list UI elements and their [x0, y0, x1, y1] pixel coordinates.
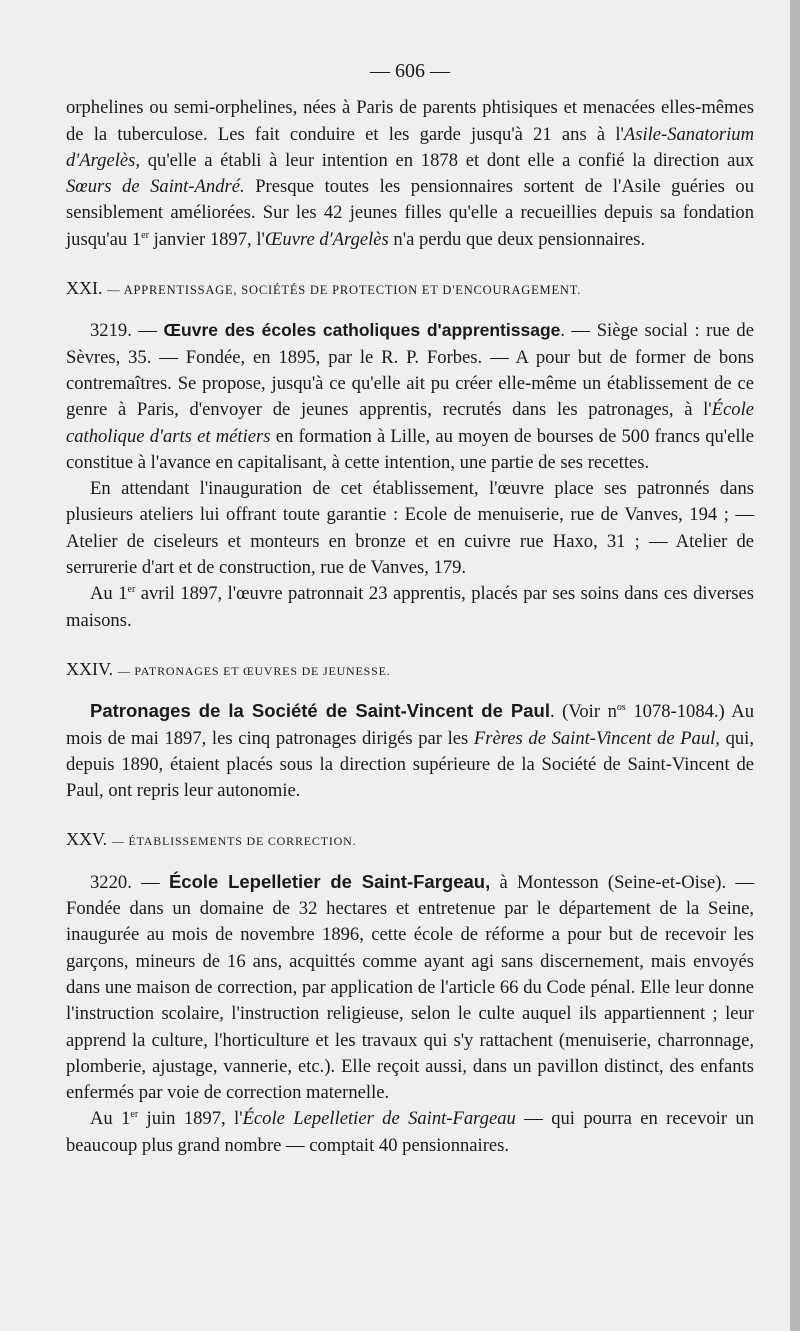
- italic-run: École Lepelletier de Saint-Fargeau: [242, 1108, 516, 1130]
- section-heading-xxv: [66, 826, 754, 854]
- entry-3219-paragraph-3: [66, 581, 754, 634]
- italic-run: École catholique d'arts et métiers: [66, 399, 754, 447]
- section-heading-xxi: [66, 275, 754, 303]
- section-label: — PATRONAGES ET ŒUVRES DE JEUNESSE.: [117, 663, 391, 678]
- superscript: os: [616, 702, 626, 714]
- text-run: . (Voir n: [549, 701, 617, 723]
- text-run: Presque toutes les pensionnaires sortent de l'Asile guéries ou sensiblement améliorées. Sur les 42 jeunes filles qu'elle a recueillies depuis sa fondation jusqu'au 1: [66, 176, 755, 250]
- entry-patronages-paragraph: [66, 698, 754, 804]
- page-text: [66, 58, 754, 1159]
- entry-3220-paragraph: [66, 869, 754, 1107]
- text-run: qu'elle a établi à leur intention en 1878 et dont elle a confié la direction aux: [140, 149, 754, 171]
- text-run: . — Siège social : rue de Sèvres, 35. — Fondée, en 1895, par le R. P. Forbes. — A pour but de former de bons contremaîtres. Se propose, jusqu'à ce qu'elle ait pu créer elle-même un établissement de ce genre à Paris, d'envoyer de jeunes apprentis, recrutés dans les patronages, à l': [66, 320, 754, 421]
- text-run: juin 1897, l': [138, 1108, 243, 1130]
- text-run: Au 1: [90, 1108, 131, 1130]
- superscript: er: [127, 584, 136, 596]
- text-run: Au 1: [90, 583, 128, 605]
- section-label: — ÉTABLISSEMENTS DE CORRECTION.: [111, 834, 357, 849]
- text-run: — qui pourra en recevoir un beaucoup plus grand nombre — comptait 40 pensionnaires.: [66, 1108, 754, 1156]
- entry-3219-paragraph: [66, 317, 754, 476]
- text-run: n'a perdu que deux pensionnaires.: [388, 228, 646, 250]
- text-run: en formation à Lille, au moyen de bourses de 500 francs qu'elle constitue à l'avance en capitalisant, à cette intention, une partie de ses recettes.: [66, 425, 754, 473]
- superscript: er: [141, 229, 149, 241]
- text-run: orphelines ou semi-orphelines, nées à Paris de parents phtisiques et menacées elles-mêmes de la tuberculose. Les fait conduire et les garde jusqu'à 21 ans à l': [66, 97, 754, 145]
- entry-number: 3219. —: [90, 320, 164, 342]
- entry-title: École Lepelletier de Saint-Fargeau,: [168, 870, 491, 892]
- entry-3220-paragraph-2: [66, 1106, 754, 1159]
- entry-3219-paragraph-2: En attendant l'inauguration de cet établissement, l'œuvre place ses patronnés dans plusieurs ateliers lui offrant toute garantie : Ecole de menuiserie, rue de Vanves, 194 ; — Atelier de ciseleurs et monteurs en bronze et en cuivre rue Haxo, 31 ; — Atelier de serrurerie d'art et de construction, rue de Vanves, 179.: [66, 478, 754, 579]
- entry-number: 3220. —: [90, 871, 169, 893]
- section-numeral: XXV.: [66, 829, 108, 850]
- italic-run: Asile-Sanatorium d'Argelès,: [66, 123, 754, 171]
- italic-run: Sœurs de Saint-André.: [66, 176, 245, 198]
- italic-run: Œuvre d'Argelès: [264, 228, 389, 250]
- section-label: — APPRENTISSAGE, SOCIÉTÉS DE PROTECTION ET D'ENCOURAGEMENT.: [107, 283, 582, 298]
- italic-run: Frères de Saint-Vincent de Paul,: [473, 727, 720, 749]
- page-edge-shadow: [790, 0, 800, 1331]
- entry-title: Œuvre des écoles catholiques d'apprentissage: [163, 320, 561, 341]
- intro-paragraph: [66, 95, 754, 253]
- section-numeral: XXIV.: [66, 658, 114, 679]
- text-run: qui, depuis 1890, étaient placés sous la direction supérieure de la Société de Saint-Vincent de Paul, ont repris leur autonomie.: [66, 727, 755, 802]
- entry-title: Patronages de la Société de Saint-Vincent de Paul: [90, 700, 550, 722]
- text-run: janvier 1897, l': [148, 228, 265, 250]
- section-numeral: XXI.: [66, 278, 103, 299]
- text-run: à Montesson (Seine-et-Oise). — Fondée dans un domaine de 32 hectares et entretenue par le département de la Seine, inaugurée au mois de novembre 1896, cette école de réforme a pour but de recevoir les garçons, mineurs de 16 ans, acquittés comme ayant agi sans discernement, mais envoyés dans une maison de correction, par application de l'article 66 du Code pénal. Elle leur donne l'instruction scolaire, l'instruction religieuse, selon le culte auquel ils appartiennent ; leur apprend la culture, l'horticulture et les travaux qui s'y rattachent (menuiserie, charronnage, plomberie, ajustage, vannerie, etc.). Elle reçoit aussi, dans un pavillon distinct, des enfants enfermés par voie de correction maternelle.: [66, 871, 754, 1104]
- page-number: — 606 —: [370, 60, 450, 82]
- text-run: 1078-1084.) Au mois de mai 1897, les cinq patronages dirigés par les: [66, 701, 754, 749]
- section-heading-xxiv: [66, 656, 754, 684]
- text-run: avril 1897, l'œuvre patronnait 23 apprentis, placés par ses soins dans ces diverses maisons.: [66, 583, 754, 631]
- superscript: er: [130, 1109, 139, 1121]
